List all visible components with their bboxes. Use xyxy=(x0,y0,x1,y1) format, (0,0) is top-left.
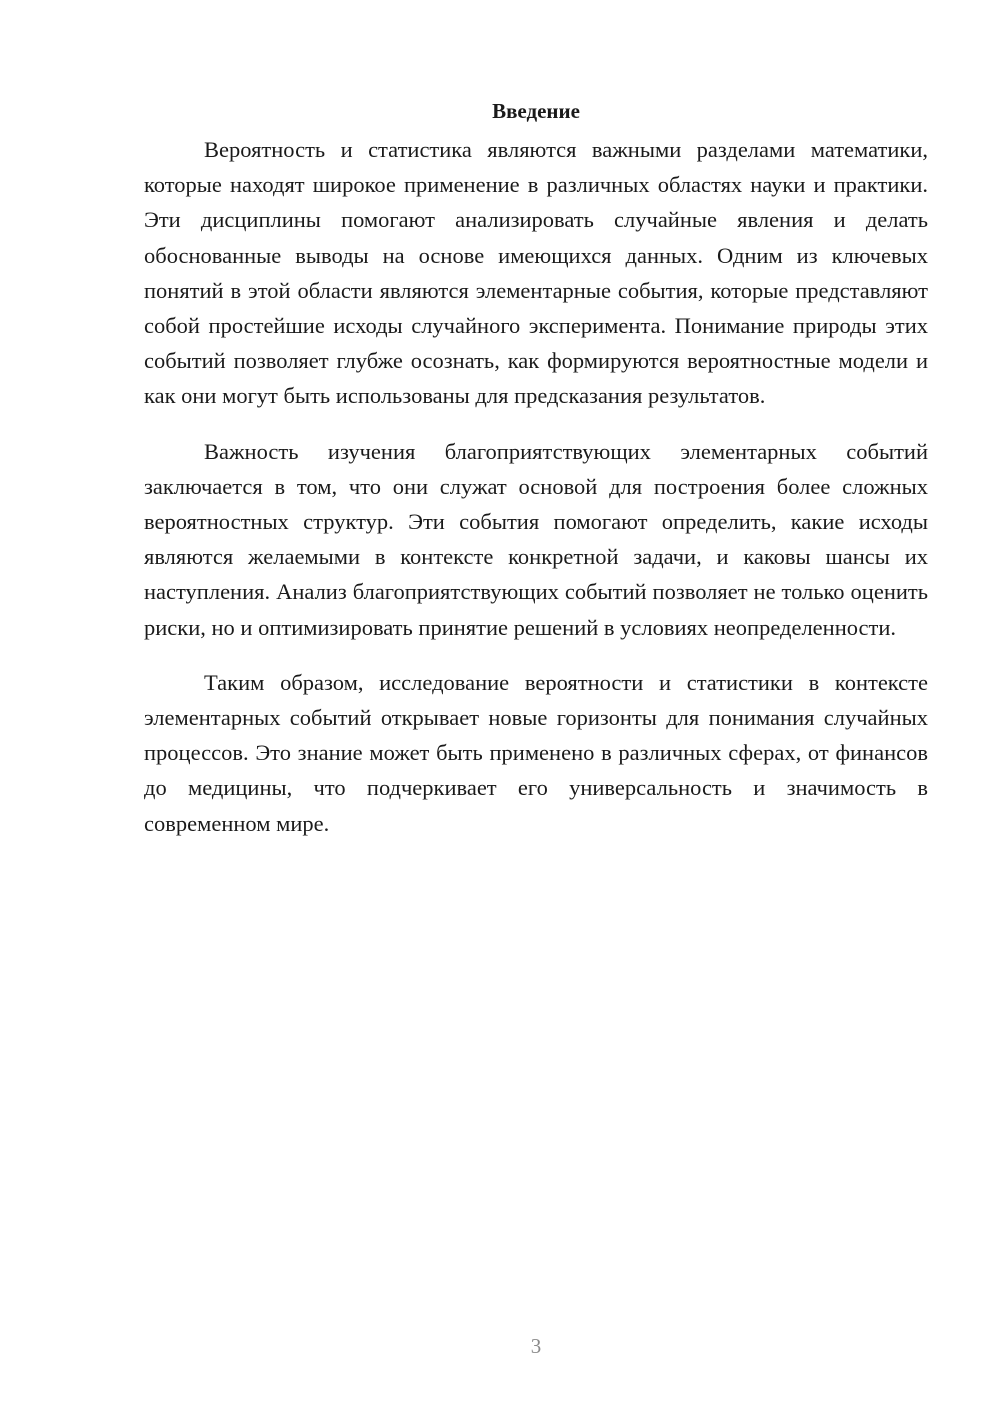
section-title: Введение xyxy=(492,99,580,123)
page-number: 3 xyxy=(530,1334,542,1358)
page-content xyxy=(144,96,928,841)
paragraph-2: Важность изучения благоприятствующих элементарных событий заключается в том, что они служат основой для построения более сложных вероятностных структур. Эти события помогают определить, какие исходы являются желаемыми в контексте конкретной задачи, и каковы шансы их наступления. Анализ благоприятствующих событий позволяет не только оценить риски, но и оптимизировать принятие решений в условиях неопределенности. xyxy=(144,438,928,640)
paragraph-1: Вероятность и статистика являются важными разделами математики, которые находят широкое применение в различных областях науки и практики. Эти дисциплины помогают анализировать случайные явления и делать обоснованные выводы на основе имеющихся данных. Одним из ключевых понятий в этой области являются элементарные события, которые представляют собой простейшие исходы случайного эксперимента. Понимание природы этих событий позволяет глубже осознать, как формируются вероятностные модели и как они могут быть использованы для предсказания результатов. xyxy=(144,137,928,409)
paragraph-3: Таким образом, исследование вероятности и статистики в контексте элементарных событий открывает новые горизонты для понимания случайных процессов. Это знание может быть применено в различных сферах, от финансов до медицины, что подчеркивает его универсальность и значимость в современном мире. xyxy=(144,669,928,836)
